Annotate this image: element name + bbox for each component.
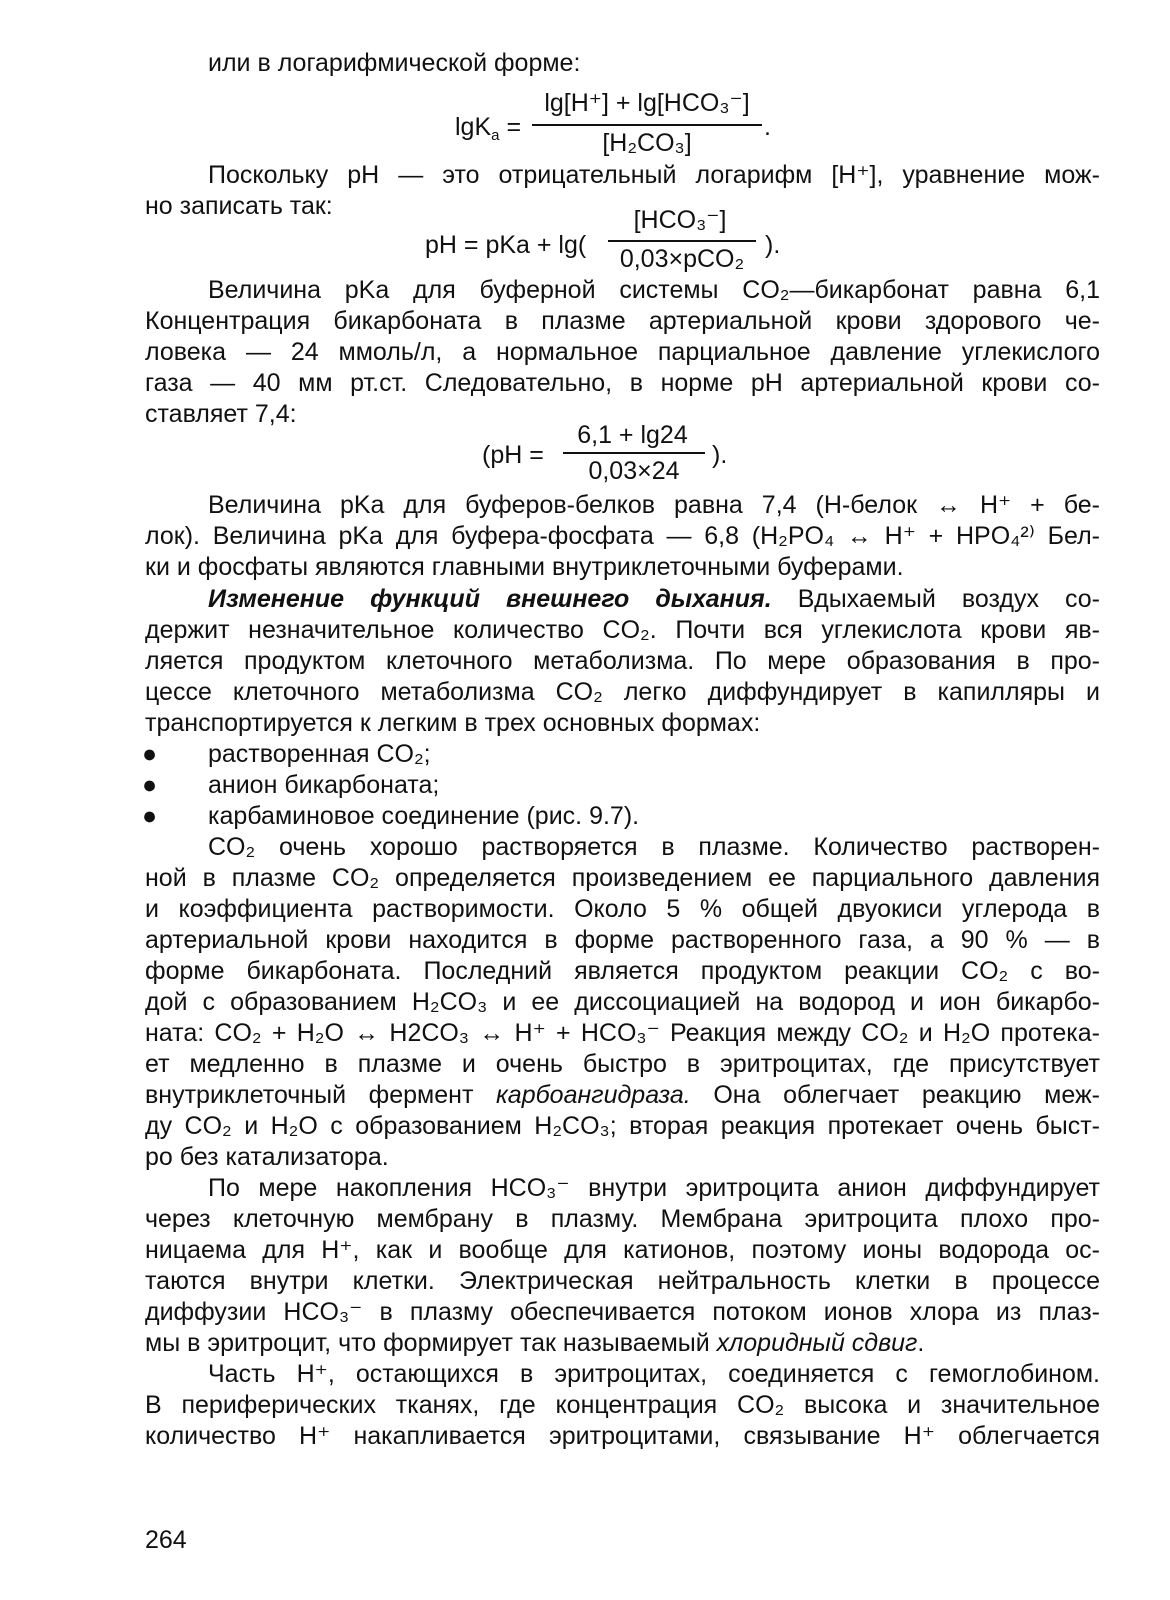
formula2-fraction-bar	[608, 240, 756, 242]
bullet-dot: ●	[142, 740, 158, 768]
para2-line5: ставляет 7,4:	[145, 400, 297, 428]
para5-line9	[145, 1080, 1100, 1112]
para5-line9-b: Она облегчает реакцию меж-	[690, 1081, 1100, 1109]
list-item: растворенная CO₂;	[208, 740, 431, 768]
formula1-fraction-bar	[532, 124, 762, 126]
para2-line1: Величина pKa для буферной системы CO₂—бикарбонат равна 6,1	[208, 276, 1100, 304]
para5-line7: ната: CO₂ + H₂O ↔ H2CO₃ ↔ H⁺ + HCO₃⁻ Реакция между CO₂ и H₂O протека-	[145, 1019, 1100, 1047]
section-heading: Изменение функций внешнего дыхания.	[208, 585, 772, 613]
formula2-denominator: 0,03×pCO₂	[619, 245, 745, 273]
para5-line8: ет медленно в плазме и очень быстро в эритроцитах, где присутствует	[145, 1050, 1100, 1078]
para1-line2: но записать так:	[145, 192, 333, 220]
para5-line11: ро без катализатора.	[145, 1143, 389, 1171]
para7-line2: В периферических тканях, где концентрация CO₂ высока и значительное	[145, 1391, 1100, 1419]
para5-line10: ду CO₂ и H₂O с образованием H₂CO₃; вторая реакция протекает очень быст-	[145, 1112, 1100, 1140]
para3-line2: лок). Величина pKa для буфера-фосфата — 6,8 (H₂PO₄ ↔ H⁺ + HPO₄²⁾ Бел-	[145, 522, 1100, 550]
formula2-numerator: [HCO₃⁻]	[633, 206, 727, 234]
para7-line1: Часть H⁺, остающихся в эритроцитах, соединяется с гемоглобином.	[208, 1360, 1100, 1388]
bullet-dot: ●	[142, 802, 158, 830]
para6-line5: диффузии HCO₃⁻ в плазму обеспечивается потоком ионов хлора из плаз-	[145, 1298, 1100, 1326]
para2-line2: Концентрация бикарбоната в плазме артериальной крови здорового че-	[145, 307, 1100, 335]
formula3-end: ).	[712, 441, 728, 469]
para5-line2: ной в плазме CO₂ определяется произведением ее парциального давления	[145, 864, 1100, 892]
para2-line4: газа — 40 мм рт.ст. Следовательно, в норме pH артериальной крови со-	[145, 369, 1100, 397]
chloride-shift-term: хлоридный сдвиг	[716, 1329, 918, 1357]
para5-line5: форме бикарбоната. Последний является продуктом реакции CO₂ с во-	[145, 957, 1100, 985]
para1-line1: Поскольку pH — это отрицательный логарифм [H⁺], уравнение мож-	[208, 161, 1100, 189]
formula1-numerator: lg[H⁺] + lg[HCO₃⁻]	[544, 89, 750, 117]
para4-line1-rest: Вдыхаемый воздух со-	[771, 585, 1100, 613]
para6-line6	[145, 1328, 1100, 1360]
formula1-eq: =	[506, 113, 522, 141]
para6-line2: через клеточную мембрану в плазму. Мембрана эритроцита плохо про-	[145, 1205, 1100, 1233]
list-item: карбаминовое соединение (рис. 9.7).	[208, 802, 640, 830]
formula1-end: .	[764, 113, 771, 141]
intro-line: или в логарифмической форме:	[208, 49, 581, 77]
bullet-dot: ●	[142, 771, 158, 799]
para5-line1: CO₂ очень хорошо растворяется в плазме. Количество растворен-	[208, 833, 1100, 861]
formula1-lhs-sub: a	[491, 127, 500, 144]
formula3-fraction-bar	[563, 452, 705, 454]
para6-line3: ницаема для H⁺, как и вообще для катионов, поэтому ионы водорода ос-	[145, 1236, 1100, 1264]
para4-line1	[208, 584, 1100, 616]
formula3-numerator: 6,1 + lg24	[577, 421, 688, 449]
para5-line6: дой с образованием H₂CO₃ и ее диссоциацией на водород и ион бикарбо-	[145, 988, 1100, 1016]
enzyme-term: карбоангидраза.	[496, 1081, 691, 1109]
formula1-denominator: [H₂CO₃]	[602, 129, 692, 157]
para6-line1: По мере накопления HCO₃⁻ внутри эритроцита анион диффундирует	[208, 1174, 1100, 1202]
para3-line3: ки и фосфаты являются главными внутриклеточными буферами.	[145, 553, 904, 581]
para5-line4: артериальной крови находится в форме растворенного газа, а 90 % — в	[145, 926, 1100, 954]
formula2-lhs: pH = pKa + lg(	[425, 231, 587, 259]
para4-line5: транспортируется к легким в трех основных формах:	[145, 709, 761, 737]
para6-line6-a: мы в эритроцит, что формирует так называемый	[145, 1329, 717, 1357]
para5-line9-a: внутриклеточный фермент	[145, 1081, 496, 1109]
para4-line3: ляется продуктом клеточного метаболизма. По мере образования в про-	[145, 647, 1100, 675]
formula1-lhs: lgK	[455, 113, 492, 141]
para4-line4: цессе клеточного метаболизма CO₂ легко диффундирует в капилляры и	[145, 678, 1100, 706]
formula2-end: ).	[765, 231, 781, 259]
para7-line3: количество H⁺ накапливается эритроцитами, связывание H⁺ облегчается	[145, 1422, 1100, 1450]
formula3-denominator: 0,03×24	[588, 457, 680, 485]
para5-line3: и коэффициента растворимости. Около 5 % общей двуокиси углерода в	[145, 895, 1100, 923]
para2-line3: ловека — 24 ммоль/л, а нормальное парциальное давление углекислого	[145, 338, 1100, 366]
para6-line4: таются внутри клетки. Электрическая нейтральность клетки в процессе	[145, 1267, 1100, 1295]
para4-line2: держит незначительное количество CO₂. Почти вся углекислота крови яв-	[145, 616, 1100, 644]
para3-line1: Величина pKa для буферов-белков равна 7,4 (H-белок ↔ H⁺ + бе-	[208, 491, 1100, 519]
formula3-lhs: (pH =	[482, 441, 544, 469]
list-item: анион бикарбоната;	[208, 771, 440, 799]
page-number: 264	[145, 1526, 187, 1554]
para6-line6-b: .	[917, 1329, 925, 1357]
